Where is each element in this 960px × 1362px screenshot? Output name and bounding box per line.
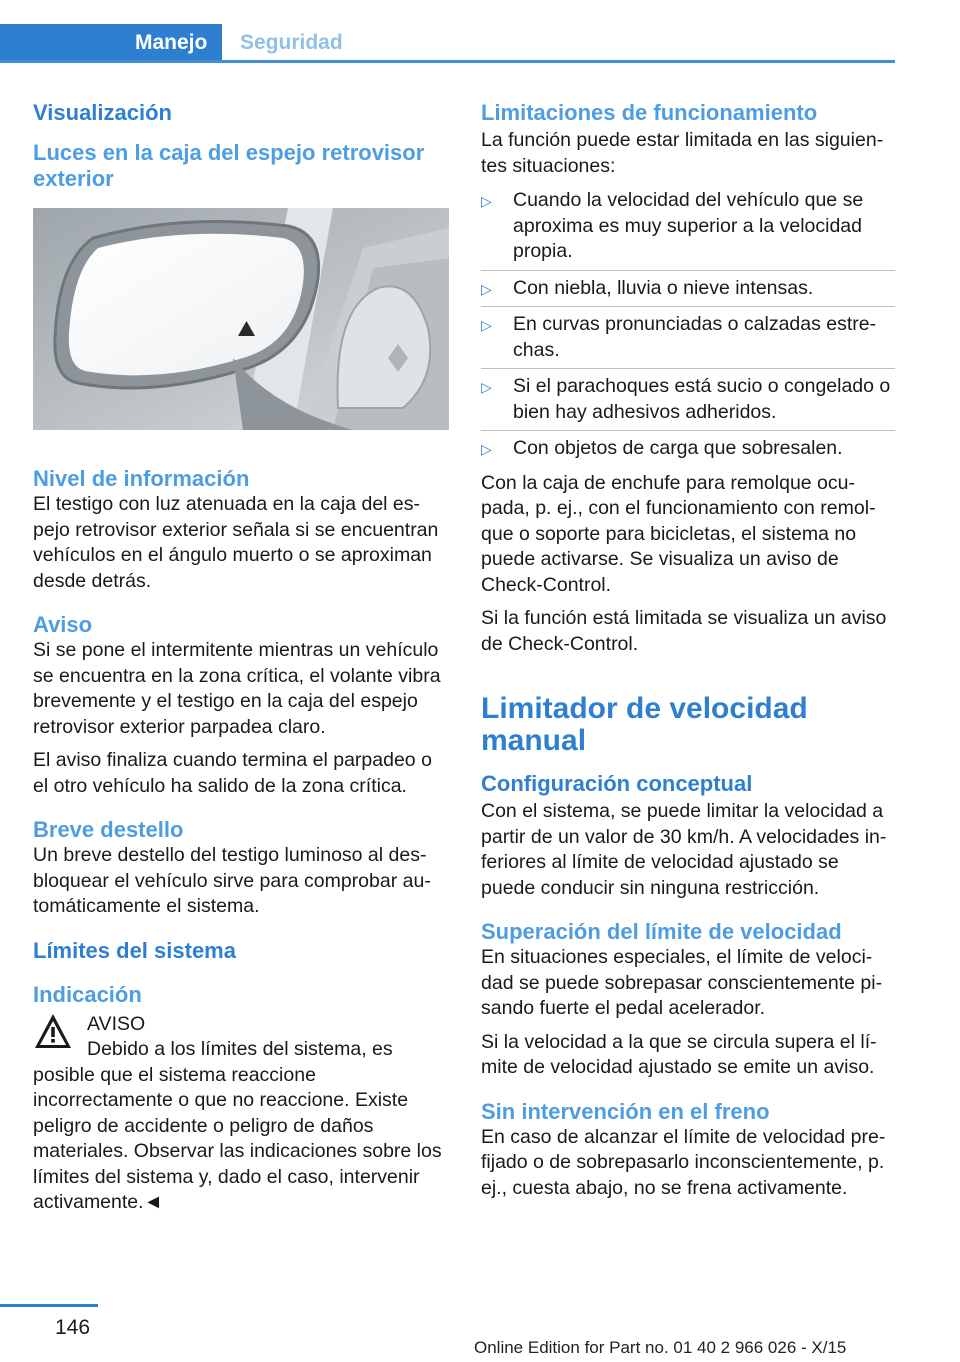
warning-title: AVISO	[87, 1012, 146, 1035]
mirror-illustration	[33, 208, 449, 430]
footer-accent-bar	[0, 1304, 98, 1307]
bullet-triangle-icon: ▷	[481, 193, 492, 209]
page-number: 146	[55, 1316, 91, 1339]
tab-manejo[interactable]	[0, 24, 222, 62]
text-sin-intervencion: En caso de alcanzar el límite de velocidad prefijado o de sobrepasarlo inconscientemente, p. ej., cuesta abajo, no se frena activamente.	[481, 1125, 886, 1199]
text-caja-enchufe: Con la caja de enchufe para remolque ocupada, p. ej., con el funcionamiento con remolque o soporte para bicicletas, el sistema no puede activarse. Se visualiza un aviso de Check-Control.	[481, 471, 876, 596]
warning-triangle-icon	[33, 1012, 73, 1050]
heading-breve: Breve destello	[33, 817, 184, 842]
heading-nivel: Nivel de información	[33, 466, 250, 491]
heading-aviso: Aviso	[33, 612, 93, 637]
text-superacion-2: Si la velocidad a la que se circula supera el límite de velocidad ajustado se emite un aviso.	[481, 1030, 877, 1078]
warning-box	[33, 1012, 449, 1216]
chapter-tabs	[0, 24, 895, 62]
text-aviso-1: Si se pone el intermitente mientras un vehículo se encuentra en la zona crítica, el volante vibra brevemente y el testigo en la caja del espejo retrovisor exterior parpadea claro.	[33, 639, 441, 738]
text-funcion-limitada: Si la función está limitada se visualiza un aviso de Check-Control.	[481, 607, 887, 655]
left-column	[33, 100, 449, 1216]
list-item: ▷ Con niebla, lluvia o nieve intensas.	[481, 271, 895, 308]
limitations-list	[481, 183, 895, 467]
list-item: ▷ En curvas pronunciadas o calzadas estrechas.	[481, 307, 895, 369]
edition-note: Online Edition for Part no. 01 40 2 966 026 - X/15	[474, 1338, 847, 1357]
heading-luces: Luces en la caja del espejo retrovisor exterior	[33, 140, 425, 191]
bullet-triangle-icon: ▷	[481, 441, 492, 457]
bullet-triangle-icon: ▷	[481, 317, 492, 333]
tab-seguridad-label: Seguridad	[240, 31, 343, 54]
bullet-triangle-icon: ▷	[481, 379, 492, 395]
text-configuracion: Con el sistema, se puede limitar la velocidad a partir de un valor de 30 km/h. A velocidades inferiores al límite de velocidad ajustado se puede conducir sin ninguna restricción.	[481, 800, 887, 899]
tabs-divider	[0, 60, 895, 63]
warning-text: Debido a los límites del sistema, es posible que el sistema reaccione incorrectamente o que no reaccione. Existe peligro de accidente o peligro de daños materiales. Observar las indicaciones sobre los límites del sistema y, dado el caso, intervenir activamente.◄	[33, 1038, 442, 1213]
list-item: ▷ Con objetos de carga que sobresalen.	[481, 437, 843, 459]
heading-visualizacion: Visualización	[33, 100, 172, 125]
list-item: ▷ Cuando la velocidad del vehículo que se aproxima es muy superior a la velocidad propia.	[481, 183, 895, 271]
list-item: ▷ Si el parachoques está sucio o congelado o bien hay adhesivos adheridos.	[481, 369, 895, 431]
text-limitaciones-intro: La función puede estar limitada en las siguientes situaciones:	[481, 129, 884, 177]
right-column	[481, 100, 895, 1201]
heading-sin-intervencion: Sin intervención en el freno	[481, 1098, 770, 1124]
tab-manejo-label: Manejo	[135, 31, 208, 54]
heading-limitaciones: Limitaciones de funcionamiento	[481, 100, 818, 125]
text-aviso-2: El aviso finaliza cuando termina el parpadeo o el otro vehículo ha salido de la zona crítica.	[33, 749, 432, 797]
text-nivel: El testigo con luz atenuada en la caja del espejo retrovisor exterior señala si se encuentran vehículos en el ángulo muerto o se aproximan desde detrás.	[33, 493, 439, 592]
text-superacion-1: En situaciones especiales, el límite de velocidad se puede sobrepasar conscientemente pisando fuerte el pedal acelerador.	[481, 946, 883, 1019]
heading-superacion: Superación del límite de velocidad	[481, 919, 842, 944]
bullet-triangle-icon: ▷	[481, 280, 492, 297]
heading-indicacion: Indicación	[33, 981, 142, 1007]
heading-configuracion: Configuración conceptual	[481, 771, 753, 796]
tab-seguridad[interactable]	[240, 24, 343, 62]
text-breve: Un breve destello del testigo luminoso al desbloquear el vehículo sirve para comprobar automáticamente el sistema.	[33, 844, 431, 917]
page-footer	[0, 1304, 960, 1362]
heading-limites: Límites del sistema	[33, 937, 236, 963]
heading-limitador: Limitador de velocidad manual	[481, 692, 808, 757]
